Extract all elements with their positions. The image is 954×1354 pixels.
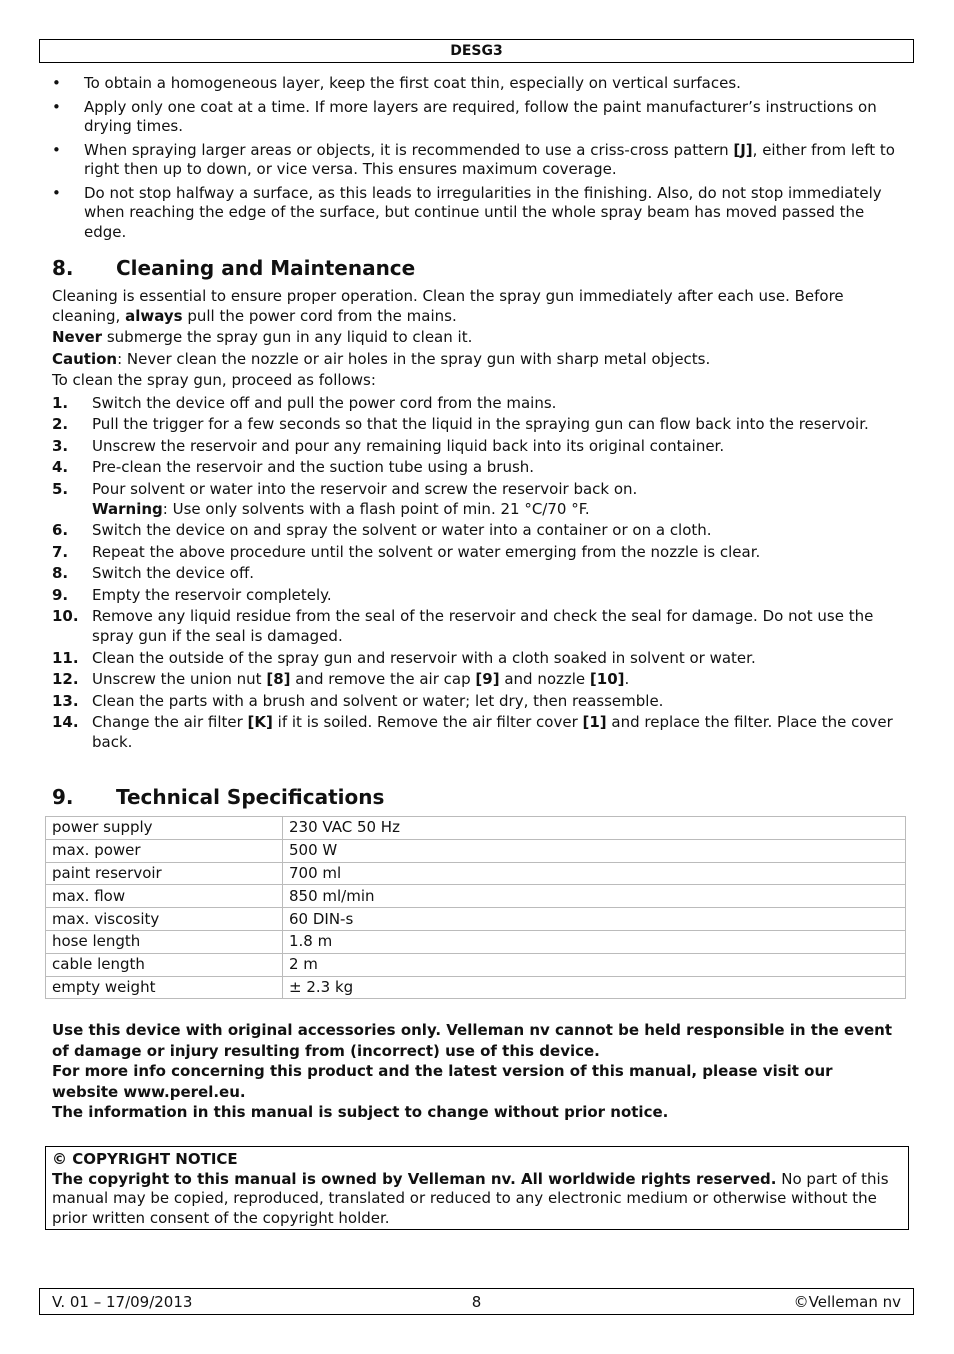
step-item: 5. Pour solvent or water into the reservoir and screw the reservoir back on. Warning: Use only solvents with a flash point of min. 21 °C/70 °F. (52, 479, 638, 518)
notice-line: The information in this manual is subject to change without prior notice. (52, 1103, 669, 1121)
copyright-heading: © COPYRIGHT NOTICE (52, 1150, 238, 1168)
section8-heading: 8. Cleaning and Maintenance (52, 256, 416, 280)
table-row: empty weight ± 2.3 kg (46, 976, 906, 999)
section9-heading: 9. Technical Specifications (52, 785, 385, 809)
step-item: 3. Unscrew the reservoir and pour any remaining liquid back into its original container. (52, 436, 725, 455)
cleaning-steps (52, 393, 902, 753)
page-header (39, 39, 914, 63)
step-item: 14. Change the air filter [K] if it is soiled. Remove the air filter cover [1] and replace the filter. Place the cover back. (52, 713, 893, 751)
header-model: DESG3 (450, 43, 503, 59)
step-item: 4. Pre-clean the reservoir and the suction tube using a brush. (52, 458, 535, 476)
legal-notice (52, 1020, 902, 1123)
bullet-icon: • (52, 183, 61, 202)
step-item: 10. Remove any liquid residue from the seal of the reservoir and check the seal for damage. Do not use the spray gun if the seal is damaged. (52, 607, 874, 645)
step-item: 9. Empty the reservoir completely. (52, 585, 332, 604)
step-item: 7. Repeat the above procedure until the solvent or water emerging from the nozzle is clear. (52, 542, 761, 561)
warning-label: Warning (92, 499, 163, 518)
intro-paragraph: Cleaning is essential to ensure proper operation. Clean the spray gun immediately after each use. Before cleaning, always pull the power cord from the mains. (52, 287, 844, 325)
caution-paragraph: Caution: Never clean the nozzle or air holes in the spray gun with sharp metal objects. (52, 349, 711, 368)
proceed-paragraph: To clean the spray gun, proceed as follows: (52, 371, 376, 389)
footer-version: V. 01 – 17/09/2013 (52, 1293, 193, 1311)
table-row: power supply 230 VAC 50 Hz (46, 817, 906, 840)
table-row: paint reservoir 700 ml (46, 862, 906, 885)
section8-body (52, 287, 902, 754)
table-row: hose length 1.8 m (46, 930, 906, 953)
table-row: max. viscosity 60 DIN-s (46, 908, 906, 931)
page-footer (39, 1288, 914, 1315)
specs-table (45, 816, 906, 999)
bullet-icon: • (52, 97, 61, 116)
table-row: max. power 500 W (46, 839, 906, 862)
step-item: 2. Pull the trigger for a few seconds so that the liquid in the spraying gun can flow back into the reservoir. (52, 415, 869, 433)
table-row: max. flow 850 ml/min (46, 885, 906, 908)
step-item: 6. Switch the device on and spray the solvent or water into a container or on a cloth. (52, 521, 712, 539)
copyright-box (45, 1146, 909, 1230)
table-row: cable length 2 m (46, 953, 906, 976)
step-item: 12. Unscrew the union nut [8] and remove the air cap [9] and nozzle [10]. (52, 670, 630, 688)
step-item: 13. Clean the parts with a brush and solvent or water; let dry, then reassemble. (52, 691, 664, 710)
notice-line: For more info concerning this product and the latest version of this manual, please visit our website www.perel.eu. (52, 1062, 833, 1101)
footer-company: ©Velleman nv (793, 1293, 901, 1311)
step-item: 11. Clean the outside of the spray gun and reservoir with a cloth soaked in solvent or water. (52, 648, 756, 667)
step-item: 1. Switch the device off and pull the power cord from the mains. (52, 393, 557, 412)
tips-list (52, 74, 902, 246)
copyright-text: The copyright to this manual is owned by Velleman nv. All worldwide rights reserved. No part of this manual may be copied, reproduced, translated or reduced to any electronic medium or otherwise without the prior written consent of the copyright holder. (52, 1169, 889, 1227)
step-item: 8. Switch the device off. (52, 564, 255, 582)
bullet-icon: • (52, 74, 61, 92)
never-paragraph: Never submerge the spray gun in any liquid to clean it. (52, 328, 473, 346)
tip-item: • Do not stop halfway a surface, as this leads to irregularities in the finishing. Also, do not stop immediately when reaching the edge of the surface, but continue until the whole spray beam has moved passed the edge. (52, 183, 882, 241)
notice-line: Use this device with original accessories only. Velleman nv cannot be held responsible in the event of damage or injury resulting from (incorrect) use of this device. (52, 1021, 892, 1060)
tip-item: • To obtain a homogeneous layer, keep the first coat thin, especially on vertical surfaces. (52, 74, 741, 92)
tip-item: • Apply only one coat at a time. If more layers are required, follow the paint manufacturer’s instructions on drying times. (52, 97, 877, 135)
bullet-icon: • (52, 140, 61, 159)
tip-item: • When spraying larger areas or objects, it is recommended to use a criss-cross pattern [J], either from left to right then up to down, or vice versa. This ensures maximum coverage. (52, 140, 895, 178)
footer-page-number: 8 (471, 1293, 482, 1311)
